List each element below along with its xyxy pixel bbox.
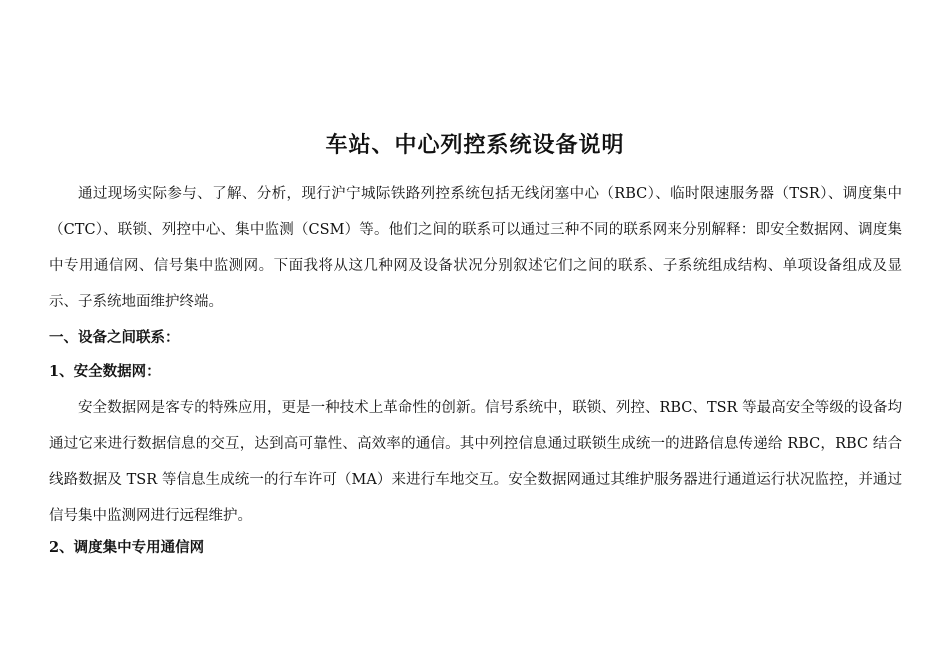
intro-paragraph: 通过现场实际参与、了解、分析，现行沪宁城际铁路列控系统包括无线闭塞中心（RBC）、临时限速服务器（TSR）、调度集中（CTC）、联锁、列控中心、集中监测（CSM）等。他们之间的联系可以通过三种不同的联系网来分别解释：即安全数据网、调度集中专用通信网、信号集中监测网。下面我将从这几种网及设备状况分别叙述它们之间的联系、子系统组成结构、单项设备组成及显示、子系统地面维护终端。 [49,186,902,310]
section-heading-device-relations: 一、设备之间联系： [49,329,180,346]
subsection-heading-safety-data-network: 1、安全数据网： [49,363,161,380]
document-title: 车站、中心列控系统设备说明 [325,132,625,158]
subsection-heading-dispatch-network: 2、调度集中专用通信网 [49,539,205,556]
safety-data-network-paragraph: 安全数据网是客专的特殊应用，更是一种技术上革命性的创新。信号系统中，联锁、列控、RBC、TSR 等最高安全等级的设备均通过它来进行数据信息的交互，达到高可靠性、高效率的通信。其中列控信息通过联锁生成统一的进路信息传递给 RBC，RBC 结合线路数据及 TSR 等信息生成统一的行车许可（MA）来进行车地交互。安全数据网通过其维护服务器进行通道运行状况监控，并通过信号集中监测网进行远程维护。 [49,400,902,524]
